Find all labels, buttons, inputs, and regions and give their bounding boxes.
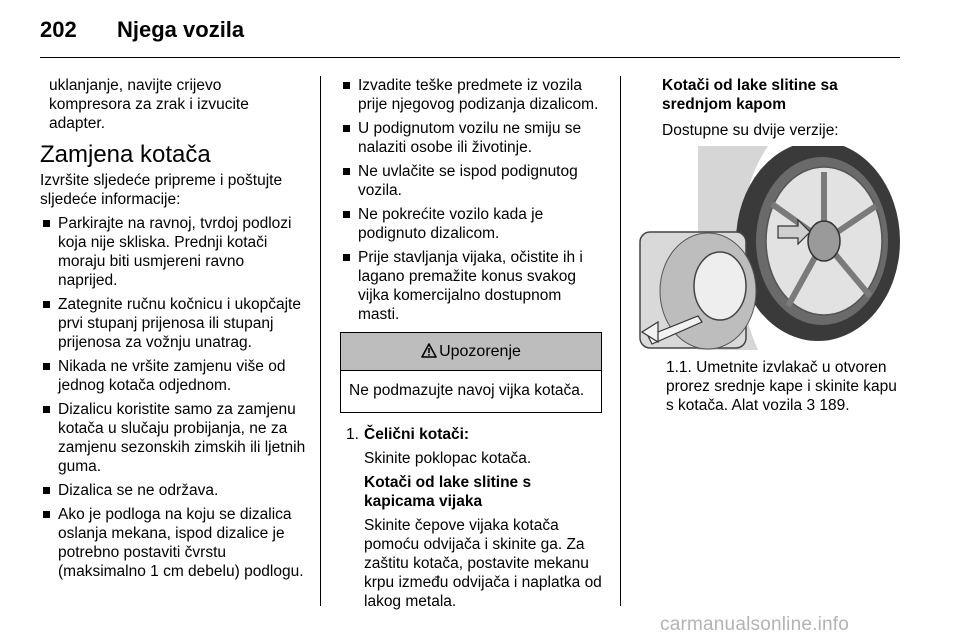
step-title: Čelični kotači: (364, 426, 470, 443)
list-item: Nikada ne vršite zamjenu više od jednog kotača odjednom. (40, 357, 306, 395)
step-number: 1. (346, 426, 359, 443)
watermark: carmanualsonline.info (660, 614, 850, 635)
column-3 (662, 76, 902, 415)
warning-header (341, 333, 601, 371)
bullet-square-icon (343, 211, 350, 218)
bullet-square-icon (343, 254, 350, 261)
section-heading: Zamjena kotača (40, 141, 211, 168)
subsection-lead: Dostupne su dvije verzije: (662, 122, 839, 139)
list-item: Prije stavljanja vijaka, očistite ih i lagano premažite konus svakog vijka komercijalno dostupnom masti. (340, 248, 602, 324)
figure-caption: 1.1. Umetnite izvlakač u otvoren prorez srednje kape i skinite kapu s kotača. Alat vozila 3 189. (666, 359, 897, 414)
list-item: Dizalicu koristite samo za zamjenu kotača u slučaju probijanja, ne za zamjenu sezonskih zimskih ili ljetnih guma. (40, 400, 306, 476)
column-2 (340, 76, 602, 611)
section-lead: Izvršite sljedeće pripreme i poštujte sljedeće informacije: (40, 172, 283, 208)
page-reference-arrow-icon: 3 (806, 397, 816, 414)
step-text: Skinite poklopac kotača. (364, 450, 532, 467)
bullet-square-icon (343, 82, 350, 89)
page-reference: 189. (819, 397, 850, 414)
column-divider-2 (620, 76, 621, 606)
warning-box (340, 332, 602, 413)
list-item: Parkirajte na ravnoj, tvrdoj podlozi koja nije skliska. Prednji kotači moraju biti usmjereni ravno naprijed. (40, 214, 306, 290)
bullet-square-icon (43, 220, 50, 227)
list-item: U podignutom vozilu ne smiju se nalaziti osobe ili životinje. (340, 119, 602, 157)
bullet-square-icon (43, 363, 50, 370)
bullet-square-icon (43, 301, 50, 308)
bullet-square-icon (43, 487, 50, 494)
page-header-title: Njega vozila (117, 17, 245, 42)
preparation-list (40, 214, 306, 581)
numbered-step (340, 425, 602, 444)
column-1 (40, 76, 306, 581)
wheel-illustration-icon (638, 146, 900, 350)
warning-triangle-icon (421, 343, 437, 363)
list-item: Ne pokrećite vozilo kada je podignuto dizalicom. (340, 205, 602, 243)
bullet-square-icon (343, 125, 350, 132)
list-item: Dizalica se ne održava. (40, 481, 306, 500)
page-number: 202 (40, 17, 77, 42)
list-item: Izvadite teške predmete iz vozila prije njegovog podizanja dizalicom. (340, 76, 602, 114)
list-item: Zategnite ručnu kočnicu i ukopčajte prvi stupanj prijenosa ili stupanj prijenosa za vožnju unatrag. (40, 295, 306, 352)
warning-title: Upozorenje (439, 343, 521, 360)
subsection-title: Kotači od lake slitine s kapicama vijaka (364, 474, 532, 510)
intro-text: uklanjanje, navijte crijevo kompresora za zrak i izvucite adapter. (49, 77, 249, 132)
bullet-square-icon (43, 406, 50, 413)
subsection-text: Skinite čepove vijaka kotača pomoću odvijača i skinite ga. Za zaštitu kotača, postavite mekanu krpu između odvijača i naplatka od lakog metala. (364, 517, 602, 610)
safety-list (340, 76, 602, 324)
list-item: Ako je podloga na koju se dizalica oslanja mekana, ispod dizalice je potrebno postaviti čvrstu (maksimalno 1 cm debelu) podlogu. (40, 505, 306, 581)
list-item: Ne uvlačite se ispod podignutog vozila. (340, 162, 602, 200)
subsection-title: Kotači od lake slitine sa srednjom kapom (662, 77, 838, 113)
bullet-square-icon (43, 511, 50, 518)
column-divider-1 (320, 76, 321, 606)
bullet-square-icon (343, 168, 350, 175)
header-rule (40, 57, 900, 58)
wheel-cap-illustration (638, 146, 900, 350)
warning-text: Ne podmazujte navoj vijka kotača. (349, 382, 585, 399)
